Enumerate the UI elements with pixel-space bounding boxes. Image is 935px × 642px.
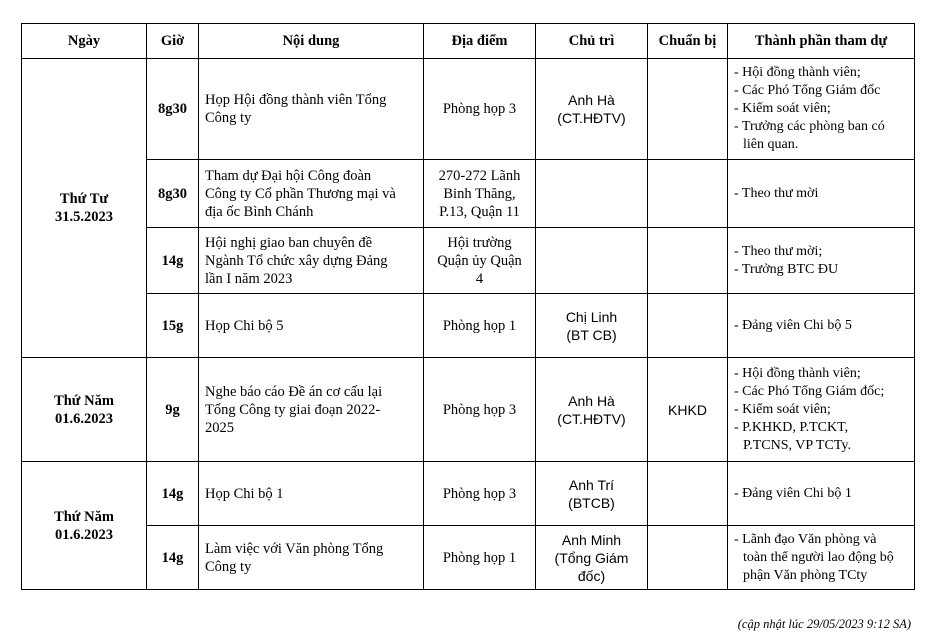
attendee-line: phận Văn phòng TCty: [743, 567, 868, 583]
place-line: Phòng họp 3: [442, 485, 517, 502]
update-timestamp: (cập nhật lúc 29/05/2023 9:12 SA): [737, 617, 911, 631]
attendees-cell: [728, 294, 915, 358]
host-line: (BT CB): [566, 326, 617, 343]
attendee-line: - Các Phó Tổng Giám đốc: [734, 83, 881, 98]
header-attendees: Thành phần tham dự: [728, 24, 915, 59]
content-line: Ngành Tổ chức xây dựng Đảng: [205, 252, 388, 269]
place-line: 4: [475, 270, 484, 287]
prep-cell: [648, 294, 728, 358]
host-cell: [536, 526, 648, 590]
table-row: [22, 160, 915, 228]
day-date: 01.6.2023: [55, 410, 113, 427]
content-line: Công ty Cổ phần Thương mại và: [205, 185, 396, 202]
table-row: [22, 228, 915, 294]
header-day: Ngày: [22, 24, 147, 59]
host-line: Anh Minh: [561, 531, 622, 548]
place-line: 270-272 Lãnh: [438, 167, 521, 184]
content-cell: [199, 526, 424, 590]
header-host: Chủ trì: [536, 24, 648, 59]
day-name: Thứ Năm: [54, 508, 114, 525]
prep-cell: [648, 228, 728, 294]
content-line: Họp Hội đồng thành viên Tổng: [205, 92, 387, 108]
attendees-cell: [728, 526, 915, 590]
host-line: Anh Trí: [568, 476, 615, 493]
day-date: 01.6.2023: [55, 526, 113, 543]
attendee-line: - Các Phó Tổng Giám đốc;: [734, 383, 885, 399]
content-line: Tổng Công ty giai đoạn 2022-: [205, 401, 381, 418]
day-name: Thứ Tư: [59, 191, 109, 207]
host-line: Anh Hà: [568, 392, 615, 409]
host-line: (BTCB): [568, 494, 615, 511]
day-cell: [22, 358, 147, 462]
content-cell: [199, 228, 424, 294]
content-cell: [199, 59, 424, 160]
time-cell: 8g30: [147, 59, 199, 160]
content-line: 2025: [205, 419, 234, 436]
attendee-line: - Trưởng BTC ĐU: [734, 261, 839, 277]
host-cell: [536, 59, 648, 160]
time-cell: 14g: [147, 526, 199, 590]
place-cell: [424, 228, 536, 294]
place-cell: [424, 294, 536, 358]
content-line: lần I năm 2023: [205, 270, 293, 287]
place-cell: [424, 358, 536, 462]
time-cell: 9g: [147, 358, 199, 462]
attendee-line: - Lãnh đạo Văn phòng và: [734, 531, 877, 547]
attendees-cell: [728, 160, 915, 228]
content-line: Công ty: [205, 558, 252, 575]
time-cell: 14g: [147, 228, 199, 294]
content-line: Họp Chi bộ 1: [205, 485, 284, 502]
content-cell: [199, 294, 424, 358]
prep-cell: [648, 59, 728, 160]
day-date: 31.5.2023: [55, 209, 113, 225]
place-line: P.13, Quận 11: [439, 203, 520, 220]
content-line: Hội nghị giao ban chuyên đề: [205, 234, 373, 251]
time-cell: 14g: [147, 462, 199, 526]
place-cell: [424, 526, 536, 590]
content-cell: [199, 358, 424, 462]
content-line: Tham dự Đại hội Công đoàn: [205, 167, 372, 184]
prep-cell: [648, 160, 728, 228]
header-time: Giờ: [147, 24, 199, 59]
table-row: [22, 59, 915, 160]
table-row: [22, 526, 915, 590]
content-cell: [199, 160, 424, 228]
place-line: Phòng họp 3: [442, 101, 517, 117]
attendee-line: - Đảng viên Chi bộ 5: [734, 317, 852, 333]
header-content: Nội dung: [199, 24, 424, 59]
content-line: Làm việc với Văn phòng Tổng: [205, 540, 384, 557]
attendees-cell: [728, 228, 915, 294]
attendee-line: - Theo thư mời;: [734, 243, 823, 259]
host-cell: [536, 462, 648, 526]
attendees-cell: [728, 59, 915, 160]
host-cell: [536, 294, 648, 358]
day-cell: [22, 59, 147, 358]
attendee-line: - Hội đồng thành viên;: [734, 65, 861, 80]
header-prep: Chuẩn bị: [648, 24, 728, 59]
header-row: [22, 24, 915, 59]
time-cell: 8g30: [147, 160, 199, 228]
attendee-line: - Kiểm soát viên;: [734, 101, 831, 116]
content-line: Công ty: [205, 110, 252, 126]
content-cell: [199, 462, 424, 526]
host-line: đốc): [577, 567, 606, 584]
attendee-line: P.TCNS, VP TCTy.: [743, 437, 851, 453]
attendee-line: - Trưởng các phòng ban có: [734, 119, 885, 134]
table-row: [22, 358, 915, 462]
place-cell: [424, 59, 536, 160]
place-line: Phòng họp 1: [442, 549, 517, 566]
day-cell: [22, 462, 147, 590]
time-cell: 15g: [147, 294, 199, 358]
attendee-line: - Đảng viên Chi bộ 1: [734, 485, 852, 501]
header-place: Địa điểm: [424, 24, 536, 59]
content-line: Nghe báo cáo Đề án cơ cấu lại: [205, 383, 383, 400]
attendee-line: toàn thể người lao động bộ: [743, 549, 894, 565]
table-row: [22, 294, 915, 358]
host-line: (CT.HĐTV): [557, 410, 626, 427]
prep-cell: [648, 526, 728, 590]
day-name: Thứ Năm: [54, 392, 114, 409]
host-line: Anh Hà: [568, 92, 615, 108]
host-cell: [536, 358, 648, 462]
attendee-line: liên quan.: [743, 137, 799, 152]
place-line: Phòng họp 1: [442, 317, 517, 334]
place-cell: [424, 160, 536, 228]
host-cell: [536, 228, 648, 294]
place-line: Phòng họp 3: [442, 401, 517, 418]
host-line: (CT.HĐTV): [557, 110, 626, 126]
attendee-line: - Kiểm soát viên;: [734, 401, 831, 417]
attendees-cell: [728, 358, 915, 462]
prep-cell: [648, 462, 728, 526]
place-line: Quận ủy Quận: [437, 252, 522, 269]
prep-cell: KHKD: [648, 358, 728, 462]
place-line: Binh Thăng,: [443, 185, 516, 202]
content-line: địa ốc Bình Chánh: [205, 203, 314, 220]
place-line: Hội trường: [447, 234, 512, 251]
attendee-line: - P.KHKD, P.TCKT,: [734, 419, 849, 435]
attendees-cell: [728, 462, 915, 526]
host-cell: [536, 160, 648, 228]
content-line: Họp Chi bộ 5: [205, 317, 284, 334]
table-row: [22, 462, 915, 526]
attendee-line: - Hội đồng thành viên;: [734, 365, 861, 381]
place-cell: [424, 462, 536, 526]
attendee-line: - Theo thư mời: [734, 185, 819, 201]
host-line: Chị Linh: [565, 308, 618, 325]
schedule-table: [21, 23, 915, 590]
host-line: (Tổng Giám: [554, 549, 629, 566]
